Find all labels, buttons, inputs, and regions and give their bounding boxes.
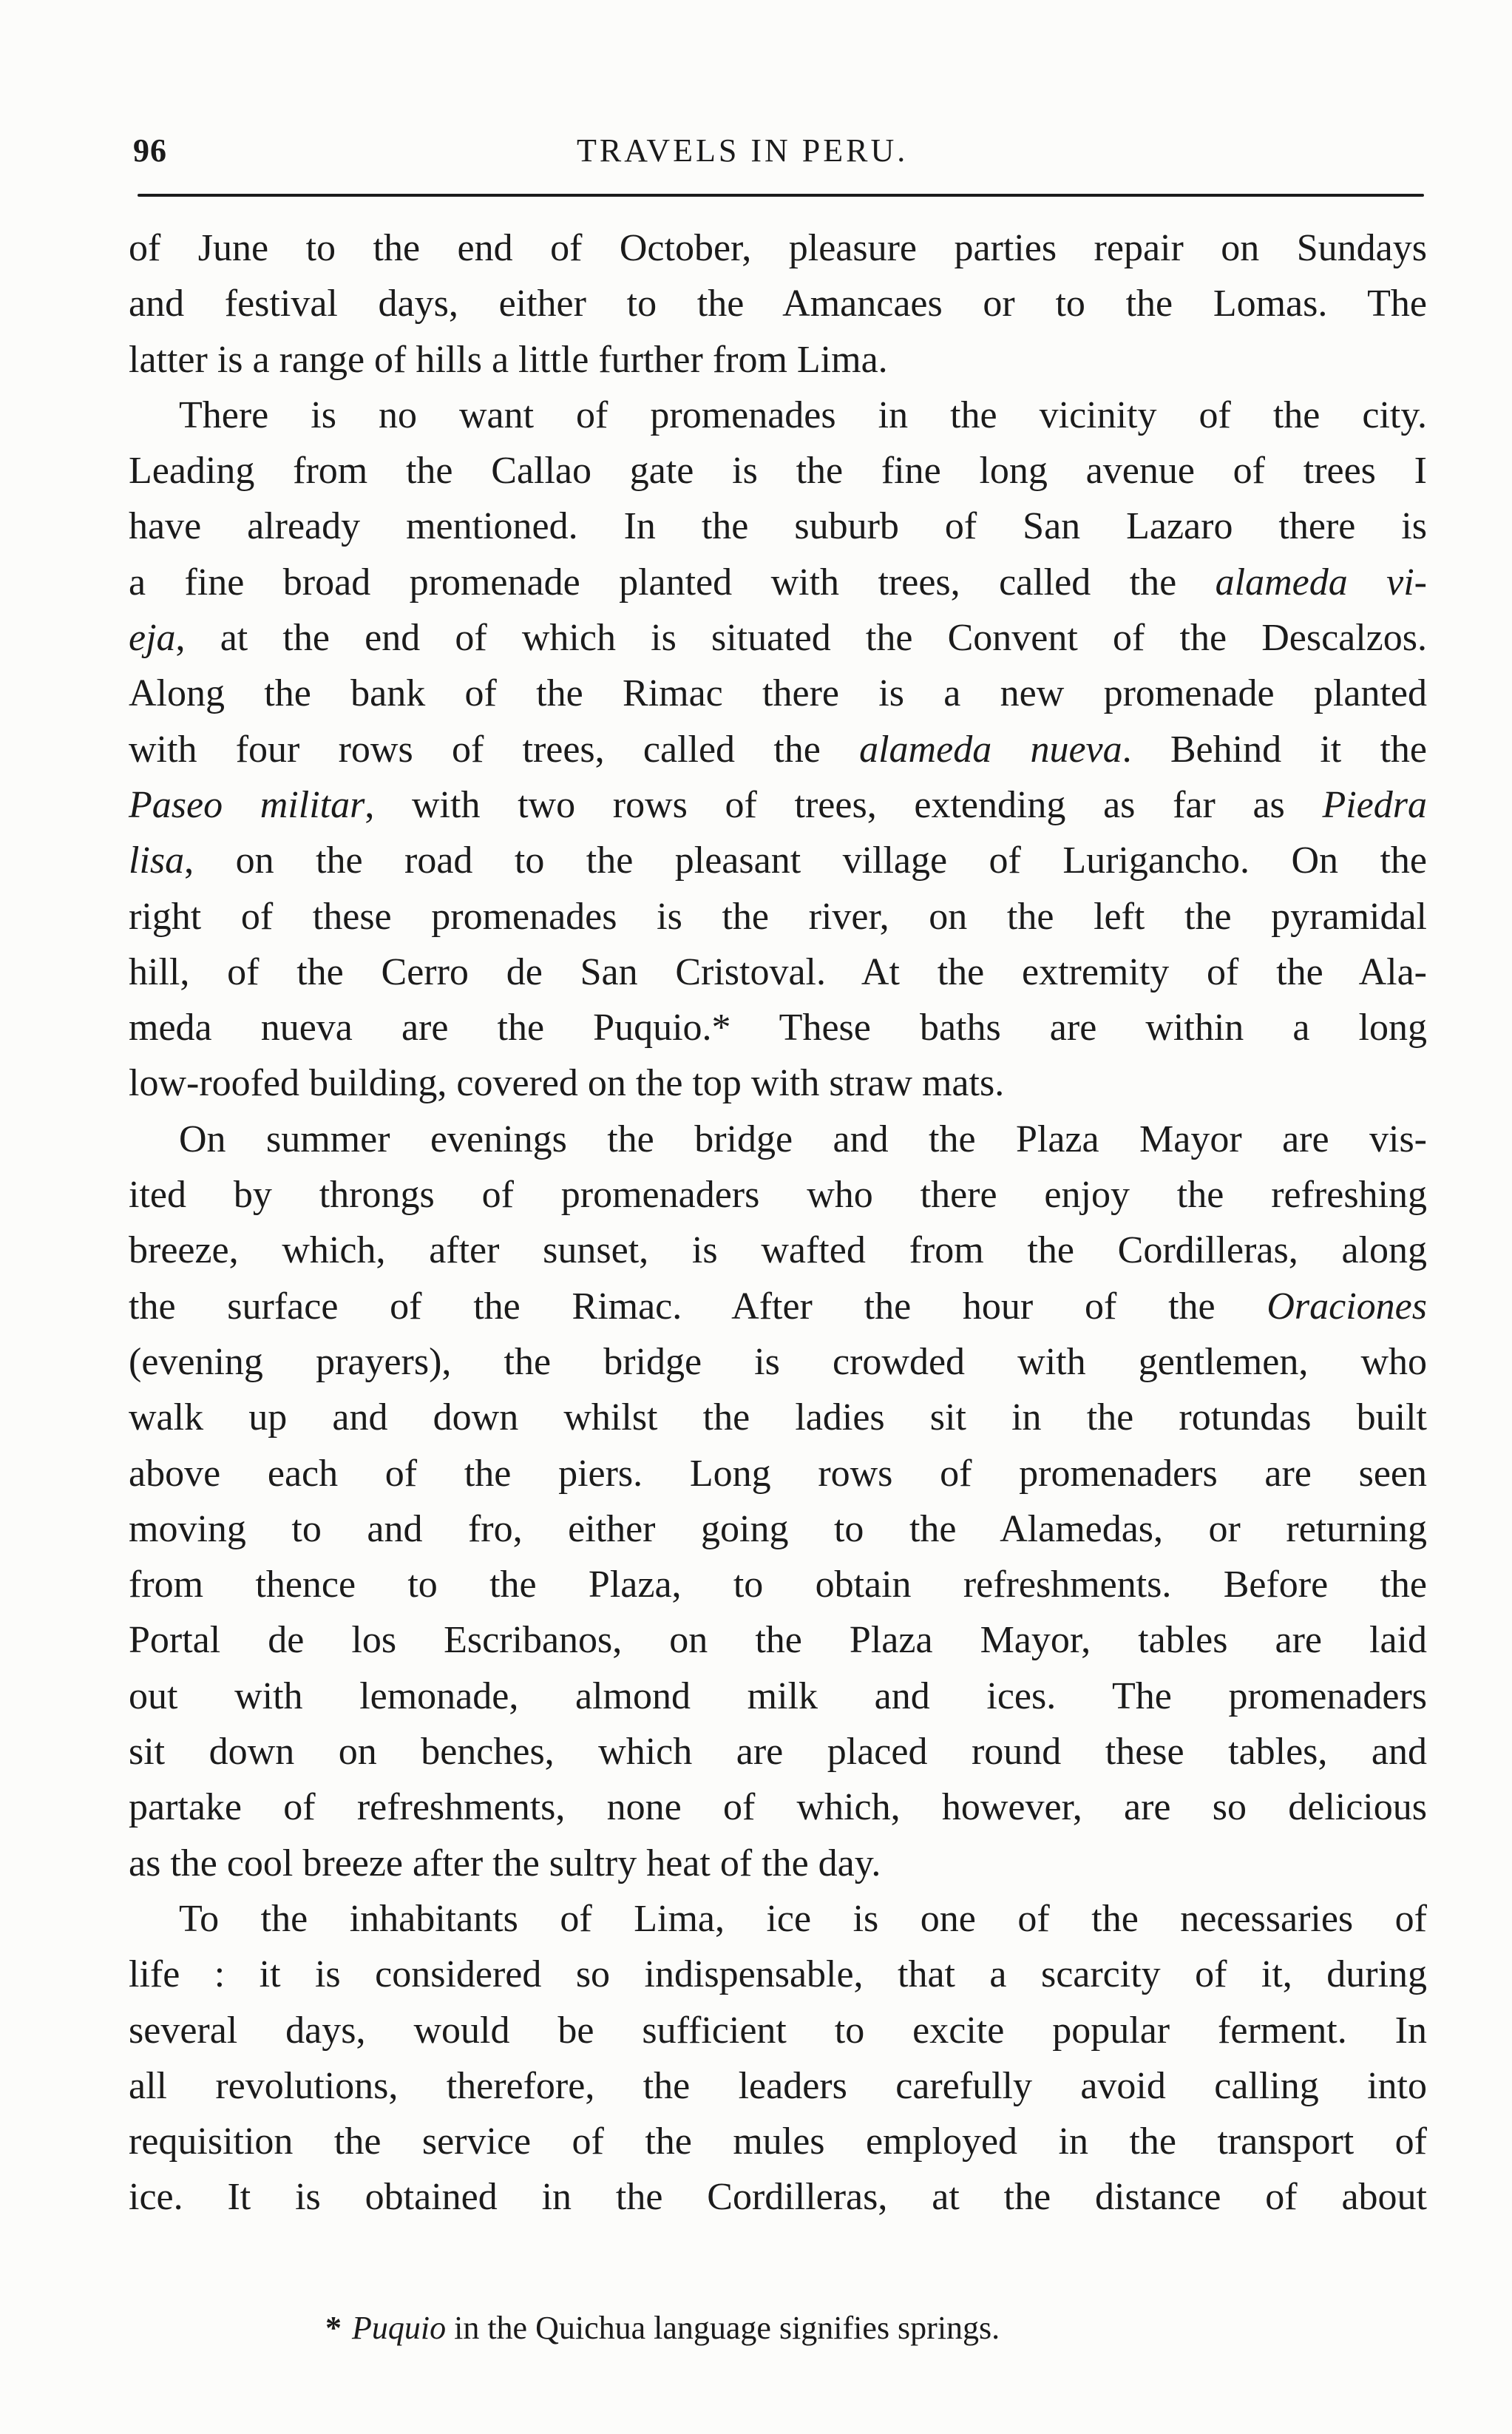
- text-line: a fine broad promenade planted with trees, called the alameda vi-: [129, 561, 1427, 604]
- footnote: [325, 2309, 1000, 2347]
- running-title: TRAVELS IN PERU.: [577, 132, 909, 169]
- text-line: To the inhabitants of Lima, ice is one of the necessaries of: [179, 1897, 1427, 1940]
- text-line: above each of the piers. Long rows of promenaders are seen: [129, 1452, 1427, 1495]
- text-line: On summer evenings the bridge and the Plaza Mayor are vis-: [179, 1118, 1427, 1160]
- body-text: [129, 220, 1427, 2225]
- header-rule: [138, 194, 1424, 197]
- text-line: breeze, which, after sunset, is wafted from the Cordilleras, along: [129, 1229, 1427, 1272]
- text-line: of June to the end of October, pleasure parties repair on Sundays: [129, 227, 1427, 269]
- footnote-text: Puquio in the Quichua language signifies springs.: [352, 2310, 1000, 2346]
- text-line: walk up and down whilst the ladies sit in the rotundas built: [129, 1396, 1427, 1439]
- text-line: as the cool breeze after the sultry heat of the day.: [129, 1842, 881, 1884]
- text-line: hill, of the Cerro de San Cristoval. At the extremity of the Ala-: [129, 950, 1427, 993]
- text-line: lisa, on the road to the pleasant village of Lurigancho. On the: [129, 839, 1427, 882]
- text-line: sit down on benches, which are placed round these tables, and: [129, 1731, 1427, 1774]
- text-line: all revolutions, therefore, the leaders carefully avoid calling into: [129, 2064, 1427, 2107]
- text-line: several days, would be sufficient to excite popular ferment. In: [129, 2009, 1427, 2052]
- page-header: [133, 132, 1427, 176]
- text-line: Leading from the Callao gate is the fine long avenue of trees I: [129, 450, 1427, 493]
- text-line: Portal de los Escribanos, on the Plaza Mayor, tables are laid: [129, 1619, 1427, 1662]
- text-line: partake of refreshments, none of which, however, are so delicious: [129, 1786, 1427, 1829]
- text-line: life : it is considered so indispensable, that a scarcity of it, during: [129, 1953, 1427, 1996]
- text-line: low-roofed building, covered on the top with straw mats.: [129, 1062, 1005, 1105]
- text-line: eja, at the end of which is situated the Convent of the Descalzos.: [129, 617, 1427, 660]
- footnote-marker: *: [325, 2310, 342, 2346]
- text-line: have already mentioned. In the suburb of San Lazaro there is: [129, 505, 1427, 548]
- text-line: from thence to the Plaza, to obtain refreshments. Before the: [129, 1563, 1427, 1606]
- text-line: requisition the service of the mules employed in the transport of: [129, 2120, 1427, 2163]
- text-line: Paseo militar, with two rows of trees, extending as far as Piedra: [129, 783, 1427, 826]
- text-line: and festival days, either to the Amancaes or to the Lomas. The: [129, 283, 1427, 325]
- text-line: out with lemonade, almond milk and ices. The promenaders: [129, 1674, 1427, 1717]
- text-line: ice. It is obtained in the Cordilleras, at the distance of about: [129, 2176, 1427, 2219]
- text-line: Along the bank of the Rimac there is a new promenade planted: [129, 672, 1427, 715]
- text-line: meda nueva are the Puquio.* These baths are within a long: [129, 1007, 1427, 1049]
- text-line: with four rows of trees, called the alameda nueva. Behind it the: [129, 728, 1428, 771]
- text-line: (evening prayers), the bridge is crowded with gentlemen, who: [129, 1340, 1427, 1383]
- page-number: 96: [133, 132, 167, 169]
- text-line: right of these promenades is the river, on the left the pyramidal: [129, 895, 1427, 938]
- text-line: There is no want of promenades in the vicinity of the city.: [179, 393, 1427, 436]
- text-line: ited by throngs of promenaders who there enjoy the refreshing: [129, 1174, 1427, 1217]
- text-line: the surface of the Rimac. After the hour of the Oraciones: [129, 1285, 1427, 1328]
- text-line: moving to and fro, either going to the Alamedas, or returning: [129, 1507, 1427, 1550]
- text-line: latter is a range of hills a little further from Lima.: [129, 338, 888, 381]
